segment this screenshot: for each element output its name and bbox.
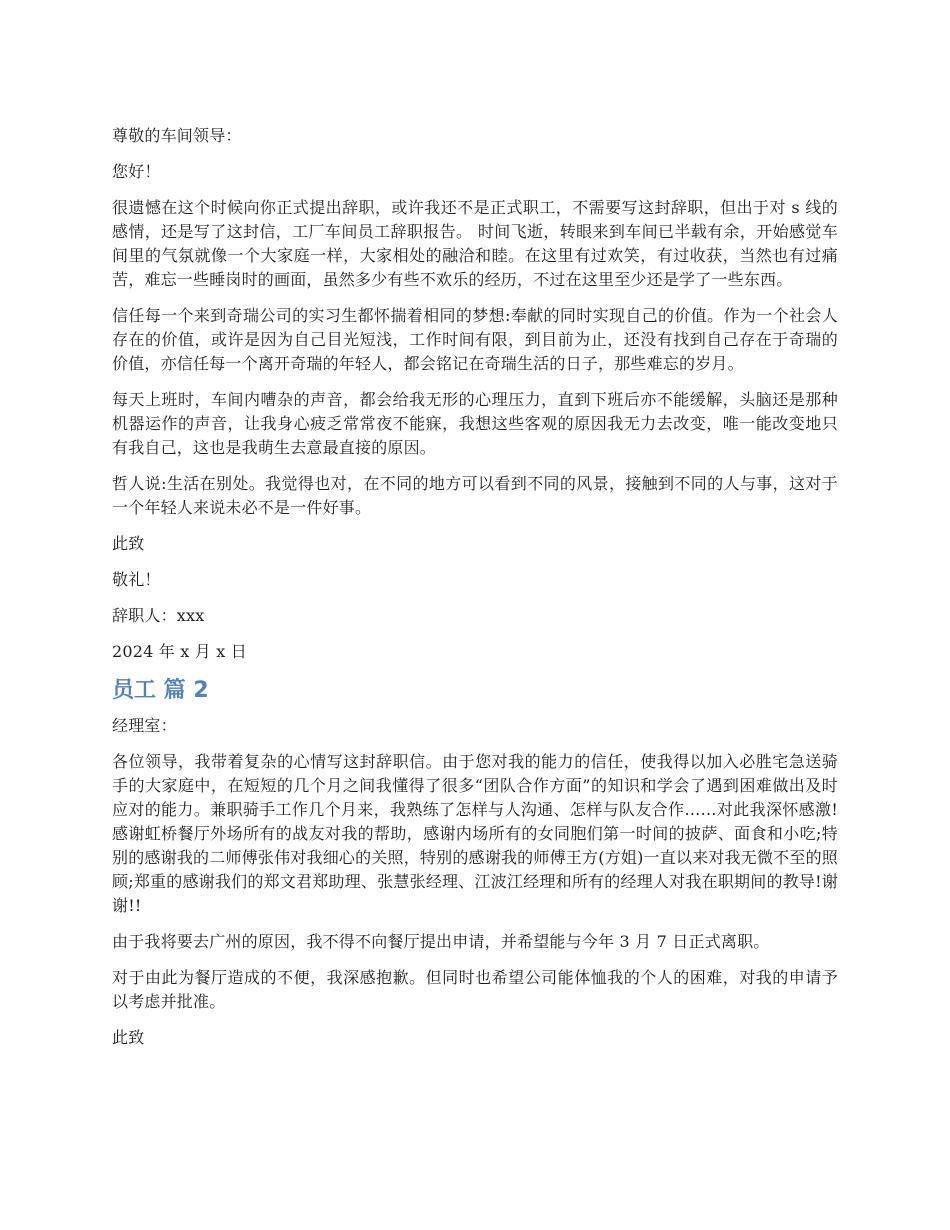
regards: 敬礼！	[112, 570, 161, 589]
closing: 此致	[112, 1028, 145, 1047]
salutation: 经理室：	[112, 716, 177, 735]
signature: 辞职人：xxx	[112, 606, 205, 625]
closing: 此致	[112, 534, 145, 553]
body-paragraph: 由于我将要去广州的原因，我不得不向餐厅提出申请，并希望能与今年 3 月 7 日正式离职。	[112, 932, 770, 951]
salutation: 尊敬的车间领导：	[112, 126, 242, 145]
body-paragraph: 对于由此为餐厅造成的不便，我深感抱歉。但同时也希望公司能体恤我的个人的困难，对我的申请予以考虑并批准。	[112, 968, 838, 1011]
body-paragraph: 每天上班时，车间内嘈杂的声音，都会给我无形的心理压力，直到下班后亦不能缓解，头脑还是那种机器运作的声音，让我身心疲乏常常夜不能寐，我想这些客观的原因我无力去改变，唯一能改变地只有我自己，这也是我萌生去意最直接的原因。	[112, 390, 838, 457]
section-heading: 员工 篇 2	[112, 678, 209, 703]
body-paragraph: 哲人说:生活在别处。我觉得也对，在不同的地方可以看到不同的风景，接触到不同的人与事，这对于一个年轻人来说未必不是一件好事。	[112, 474, 838, 517]
body-paragraph: 各位领导，我带着复杂的心情写这封辞职信。由于您对我的能力的信任，使我得以加入必胜宅急送骑手的大家庭中，在短短的几个月之间我懂得了很多“团队合作方面”的知识和学会了遇到困难做出及时应对的能力。兼职骑手工作几个月来，我熟练了怎样与人沟通、怎样与队友合作……对此我深怀感激!感谢虹桥餐厅外场所有的战友对我的帮助，感谢内场所有的女同胞们第一时间的披萨、面食和小吃;特别的感谢我的二师傅张伟对我细心的关照，特别的感谢我的师傅王方(方姐)一直以来对我无微不至的照顾;郑重的感谢我们的郑文君郑助理、张慧张经理、江波江经理和所有的经理人对我在职期间的教导!谢谢!!	[112, 752, 838, 915]
greeting: 您好！	[112, 162, 161, 181]
body-paragraph: 很遗憾在这个时候向你正式提出辞职，或许我还不是正式职工，不需要写这封辞职，但出于对 s 线的感情，还是写了这封信，工厂车间员工辞职报告。 时间飞逝，转眼来到车间已半载有余，开始感觉车间里的气氛就像一个大家庭一样，大家相处的融洽和睦。在这里有过欢笑，有过收获，当然也有过痛苦，难忘一些睡岗时的画面，虽然多少有些不欢乐的经历，不过在这里至少还是学了一些东西。	[112, 198, 838, 289]
body-paragraph: 信任每一个来到奇瑞公司的实习生都怀揣着相同的梦想:奉献的同时实现自己的价值。作为一个社会人存在的价值，或许是因为自己目光短浅，工作时间有限，到目前为止，还没有找到自己存在于奇瑞的价值，亦信任每一个离开奇瑞的年轻人，都会铭记在奇瑞生活的日子，那些难忘的岁月。	[112, 306, 838, 373]
date: 2024 年 x 月 x 日	[112, 642, 247, 661]
